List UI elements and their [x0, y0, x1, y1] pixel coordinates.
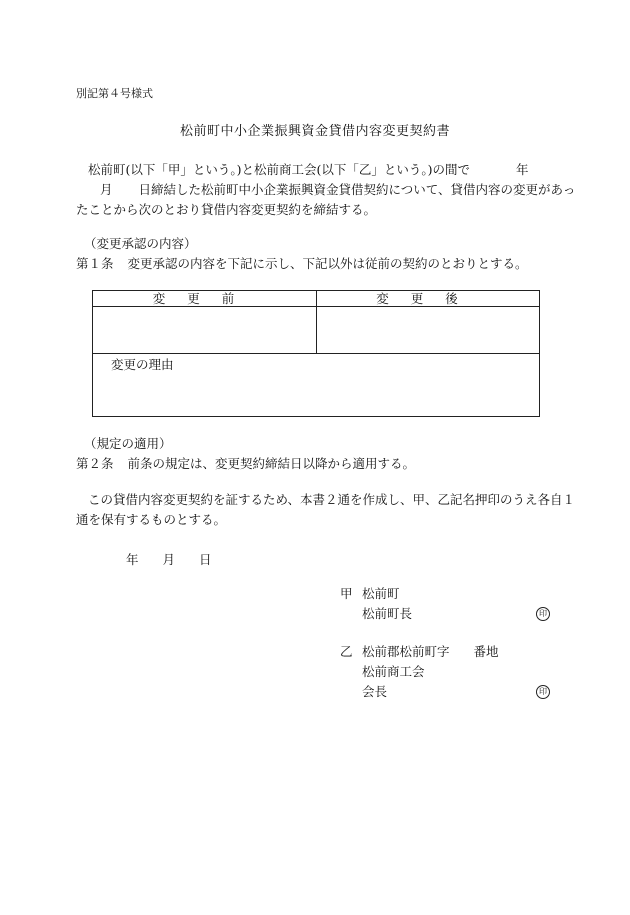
- intro-line-1: [76, 160, 556, 180]
- article2-label: 第２条: [76, 456, 114, 471]
- party-b-address-prefix: 松前郡松前町字: [362, 644, 450, 659]
- intro-contract-text: 日締結した松前町中小企業振興資金貸借契約について、貸借内容の変更があっ: [138, 182, 576, 197]
- party-b-address-suffix: 番地: [473, 644, 499, 659]
- before-cell: [93, 307, 317, 354]
- article1-heading: （変更承認の内容）: [84, 236, 197, 251]
- party-a-mark: 甲: [340, 586, 353, 601]
- document-title: 松前町中小企業振興資金貸借内容変更契約書: [179, 124, 450, 139]
- intro-line-2: [76, 180, 576, 200]
- intro-parties: 松前町(以下「甲」という。)と松前商工会(以下「乙」という。)の間で: [88, 162, 471, 177]
- intro-line-3: たことから次のとおり貸借内容変更契約を締結する。: [76, 202, 377, 217]
- article1: [76, 254, 528, 274]
- seal-mark: 印: [536, 607, 550, 621]
- reason-label: 変更の理由: [111, 357, 174, 372]
- article2-heading: （規定の適用）: [84, 436, 172, 451]
- closing-line-1: この貸借内容変更契約を証するため、本書２通を作成し、甲、乙記名押印のうえ各自１: [88, 492, 576, 507]
- article1-label: 第１条: [76, 256, 114, 271]
- article2: [76, 454, 415, 474]
- date-day: 日: [199, 552, 212, 567]
- date-year: 年: [126, 552, 139, 567]
- party-a-title: 松前町長: [362, 606, 413, 621]
- reason-cell: [93, 354, 540, 417]
- after-header: 変更後: [317, 291, 540, 307]
- party-b-address: [362, 642, 499, 662]
- party-a-name: 松前町: [362, 586, 400, 601]
- article1-text: 変更承認の内容を下記に示し、下記以外は従前の契約のとおりとする。: [127, 256, 528, 271]
- change-table: [92, 290, 540, 417]
- after-cell: [317, 307, 540, 354]
- date-month: 月: [162, 552, 176, 567]
- form-number: 別記第４号様式: [76, 87, 153, 100]
- article2-text: 前条の規定は、変更契約締結日以降から適用する。: [127, 456, 416, 471]
- party-b-title: 会長: [362, 684, 388, 699]
- before-header: 変更前: [93, 291, 317, 307]
- closing-line-2: 通を保有するものとする。: [76, 512, 227, 527]
- party-b-name: 松前商工会: [362, 664, 425, 679]
- party-b-mark: 乙: [340, 644, 353, 659]
- intro-month-label: 月: [100, 182, 113, 197]
- intro-paragraph: [76, 160, 576, 220]
- seal-mark: 印: [536, 685, 550, 699]
- date-line: [126, 550, 212, 570]
- intro-year-label: 年: [516, 162, 529, 177]
